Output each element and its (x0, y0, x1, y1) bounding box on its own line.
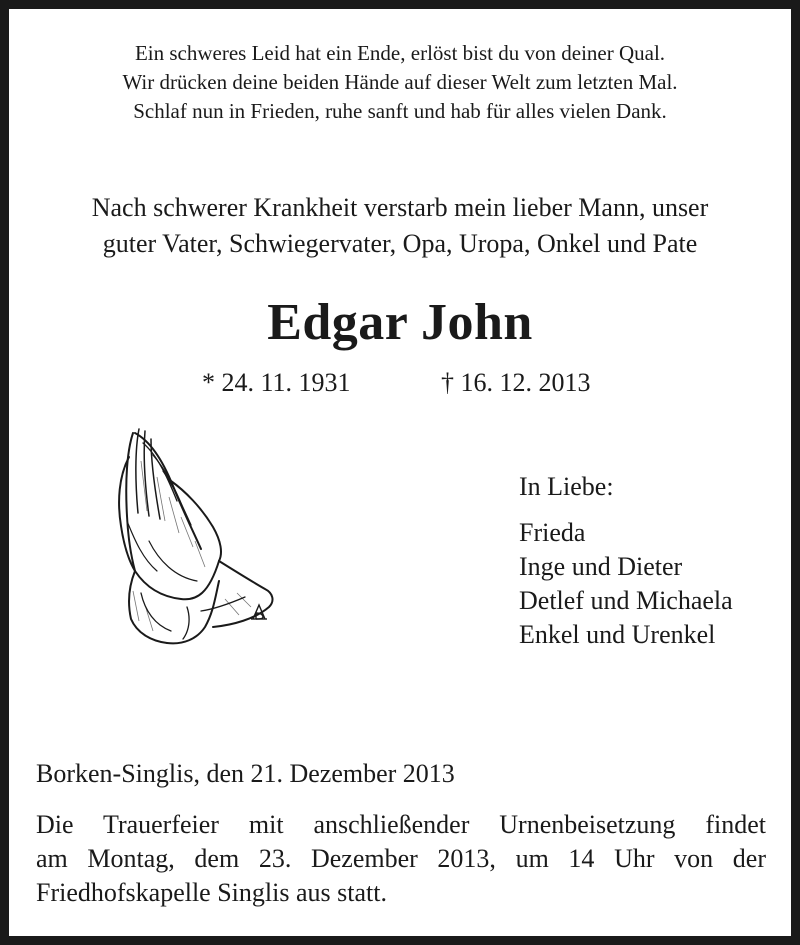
praying-hands-icon (105, 421, 287, 649)
mourner-name: Frieda (519, 518, 586, 547)
poem-line: Ein schweres Leid hat ein Ende, erlöst bist du von deiner Qual. (134, 41, 666, 65)
ceremony-line: Die Trauerfeier mit anschließender Urnenbeisetzung findet (36, 810, 766, 839)
birth-date: * 24. 11. 1931 (202, 368, 351, 397)
mourners-heading: In Liebe: (519, 472, 614, 501)
place-and-date: Borken-Singlis, den 21. Dezember 2013 (36, 759, 455, 788)
monogram-icon (251, 605, 267, 619)
mourner-name: Detlef und Michaela (519, 586, 733, 615)
announcement-line: guter Vater, Schwiegervater, Opa, Uropa, Onkel und Pate (102, 229, 698, 258)
ceremony-line: Friedhofskapelle Singlis aus statt. (36, 878, 387, 907)
mourner-name: Enkel und Urenkel (519, 620, 716, 649)
deceased-name: Edgar John (267, 294, 533, 351)
poem-verse (9, 39, 791, 126)
death-date: † 16. 12. 2013 (441, 368, 591, 397)
ceremony-line: am Montag, dem 23. Dezember 2013, um 14 Uhr von der (36, 844, 766, 873)
mourners-list (519, 470, 733, 652)
mourner-name: Inge und Dieter (519, 552, 683, 581)
announcement-line: Nach schwerer Krankheit verstarb mein lieber Mann, unser (91, 193, 709, 222)
announcement-text (9, 190, 791, 262)
ceremony-info (36, 808, 766, 910)
poem-line: Schlaf nun in Frieden, ruhe sanft und hab für alles vielen Dank. (133, 99, 667, 123)
poem-line: Wir drücken deine beiden Hände auf dieser Welt zum letzten Mal. (122, 70, 678, 94)
